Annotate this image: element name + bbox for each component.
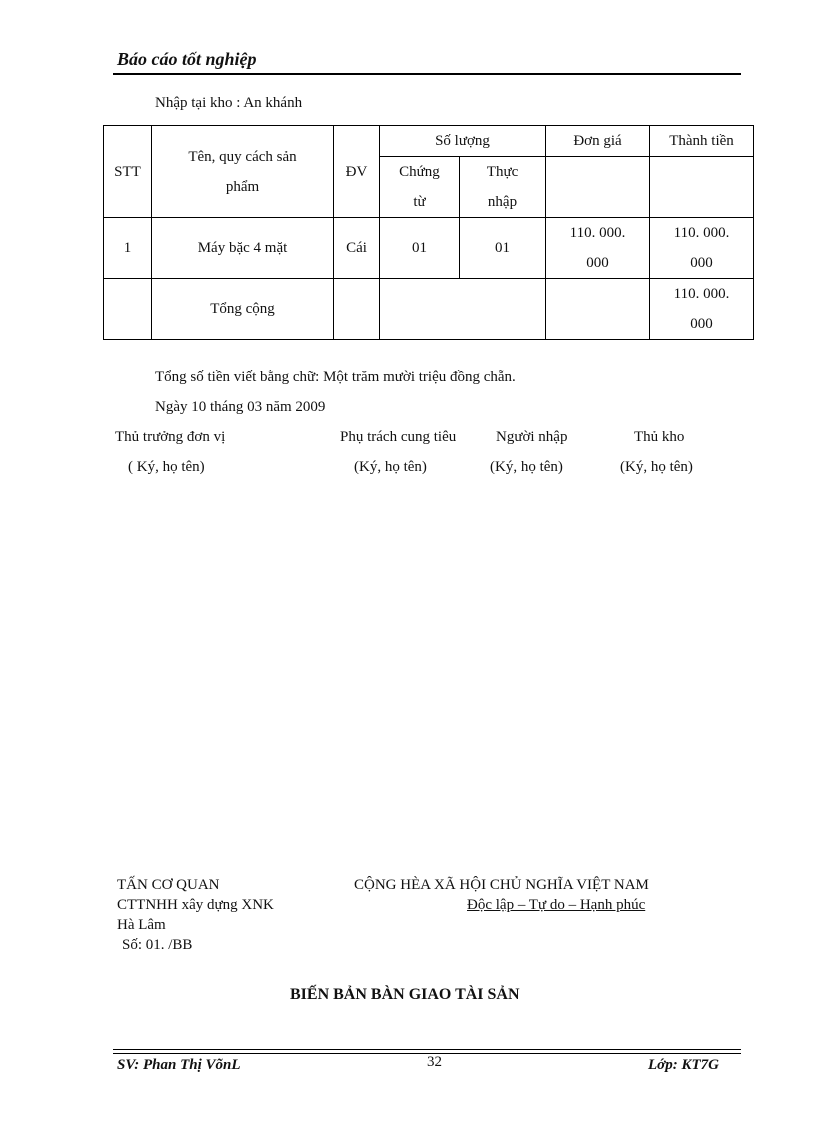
header-divider — [113, 73, 741, 75]
amount-in-words: Tổng số tiền viết bằng chữ: Một trăm mười triệu đồng chẵn. — [155, 369, 516, 385]
row-product-name: Máy bặc 4 mặt — [152, 218, 334, 279]
signature-note-head: ( Ký, họ tên) — [128, 459, 205, 475]
total-label: Tổng cộng — [152, 279, 334, 340]
footer-student: SV: Phan Thị VõnL — [117, 1057, 241, 1073]
header-product-name-line2: phẩm — [225, 178, 260, 195]
header-product-name-line1: Tên, quy cách sản — [188, 148, 297, 165]
total-amount — [650, 279, 754, 340]
header-qty-document — [380, 157, 460, 218]
header-unit-price: Đơn giá — [546, 126, 650, 157]
header-amount: Thành tiền — [650, 126, 754, 157]
header-qty-actual-line2: nhập — [487, 194, 518, 210]
header-qty-document-line1: Chứng — [399, 164, 440, 180]
national-motto: Độc lập – Tự do – Hạnh phúc — [467, 897, 646, 913]
footer-divider-top — [113, 1049, 741, 1050]
org-name-line2: CTTNHH xây dựng XNK — [117, 897, 274, 913]
row-unit: Cái — [334, 218, 380, 279]
total-price-blank — [546, 279, 650, 340]
total-amount-line1: 110. 000. — [673, 286, 730, 302]
header-amount-blank — [650, 157, 754, 218]
header-price-blank — [546, 157, 650, 218]
total-stt-blank — [104, 279, 152, 340]
header-qty-actual — [460, 157, 546, 218]
warehouse-label: Nhập tại kho : An khánh — [155, 95, 303, 111]
row-amount — [650, 218, 754, 279]
total-unit-blank — [334, 279, 380, 340]
header-stt: STT — [104, 126, 152, 218]
row-qty-actual: 01 — [460, 218, 546, 279]
report-header-title: Báo cáo tốt nghiệp — [117, 49, 257, 69]
header-product-name — [152, 126, 334, 218]
document-number: Số: 01. /BB — [122, 937, 193, 953]
total-amount-line2: 000 — [690, 316, 713, 332]
header-quantity: Số lượng — [380, 126, 546, 157]
signature-role-storekeeper: Thủ kho — [634, 429, 685, 445]
signature-note-receiver: (Ký, họ tên) — [490, 459, 563, 475]
row-unit-price-line2: 000 — [586, 255, 609, 271]
row-qty-document: 01 — [380, 218, 460, 279]
org-name-line3: Hà Lâm — [117, 917, 166, 933]
signature-role-head: Thủ trưởng đơn vị — [115, 429, 226, 445]
page-number: 32 — [427, 1054, 442, 1070]
signature-role-supply: Phụ trách cung tiêu — [340, 429, 457, 445]
total-row — [104, 279, 754, 340]
header-qty-actual-line1: Thực — [486, 164, 519, 180]
row-amount-line1: 110. 000. — [673, 225, 730, 241]
table-row — [104, 218, 754, 279]
goods-receipt-table — [103, 125, 754, 340]
row-unit-price — [546, 218, 650, 279]
row-unit-price-line1: 110. 000. — [569, 225, 626, 241]
row-stt: 1 — [104, 218, 152, 279]
signature-note-supply: (Ký, họ tên) — [354, 459, 427, 475]
signature-note-storekeeper: (Ký, họ tên) — [620, 459, 693, 475]
footer-class: Lớp: KT7G — [648, 1057, 719, 1073]
org-name-line1: TẤN CƠ QUAN — [117, 877, 220, 893]
header-qty-document-line2: từ — [413, 194, 426, 210]
national-title: CỘNG HÈA XÃ HỘI CHỦ NGHĨA VIỆT NAM — [354, 877, 649, 893]
signature-role-receiver: Người nhập — [496, 429, 568, 445]
row-amount-line2: 000 — [690, 255, 713, 271]
document-title: BIẾN BẢN BÀN GIAO TÀI SẢN — [290, 986, 520, 1003]
total-qty-blank — [380, 279, 546, 340]
header-unit: ĐV — [334, 126, 380, 218]
receipt-date: Ngày 10 tháng 03 năm 2009 — [155, 399, 326, 415]
